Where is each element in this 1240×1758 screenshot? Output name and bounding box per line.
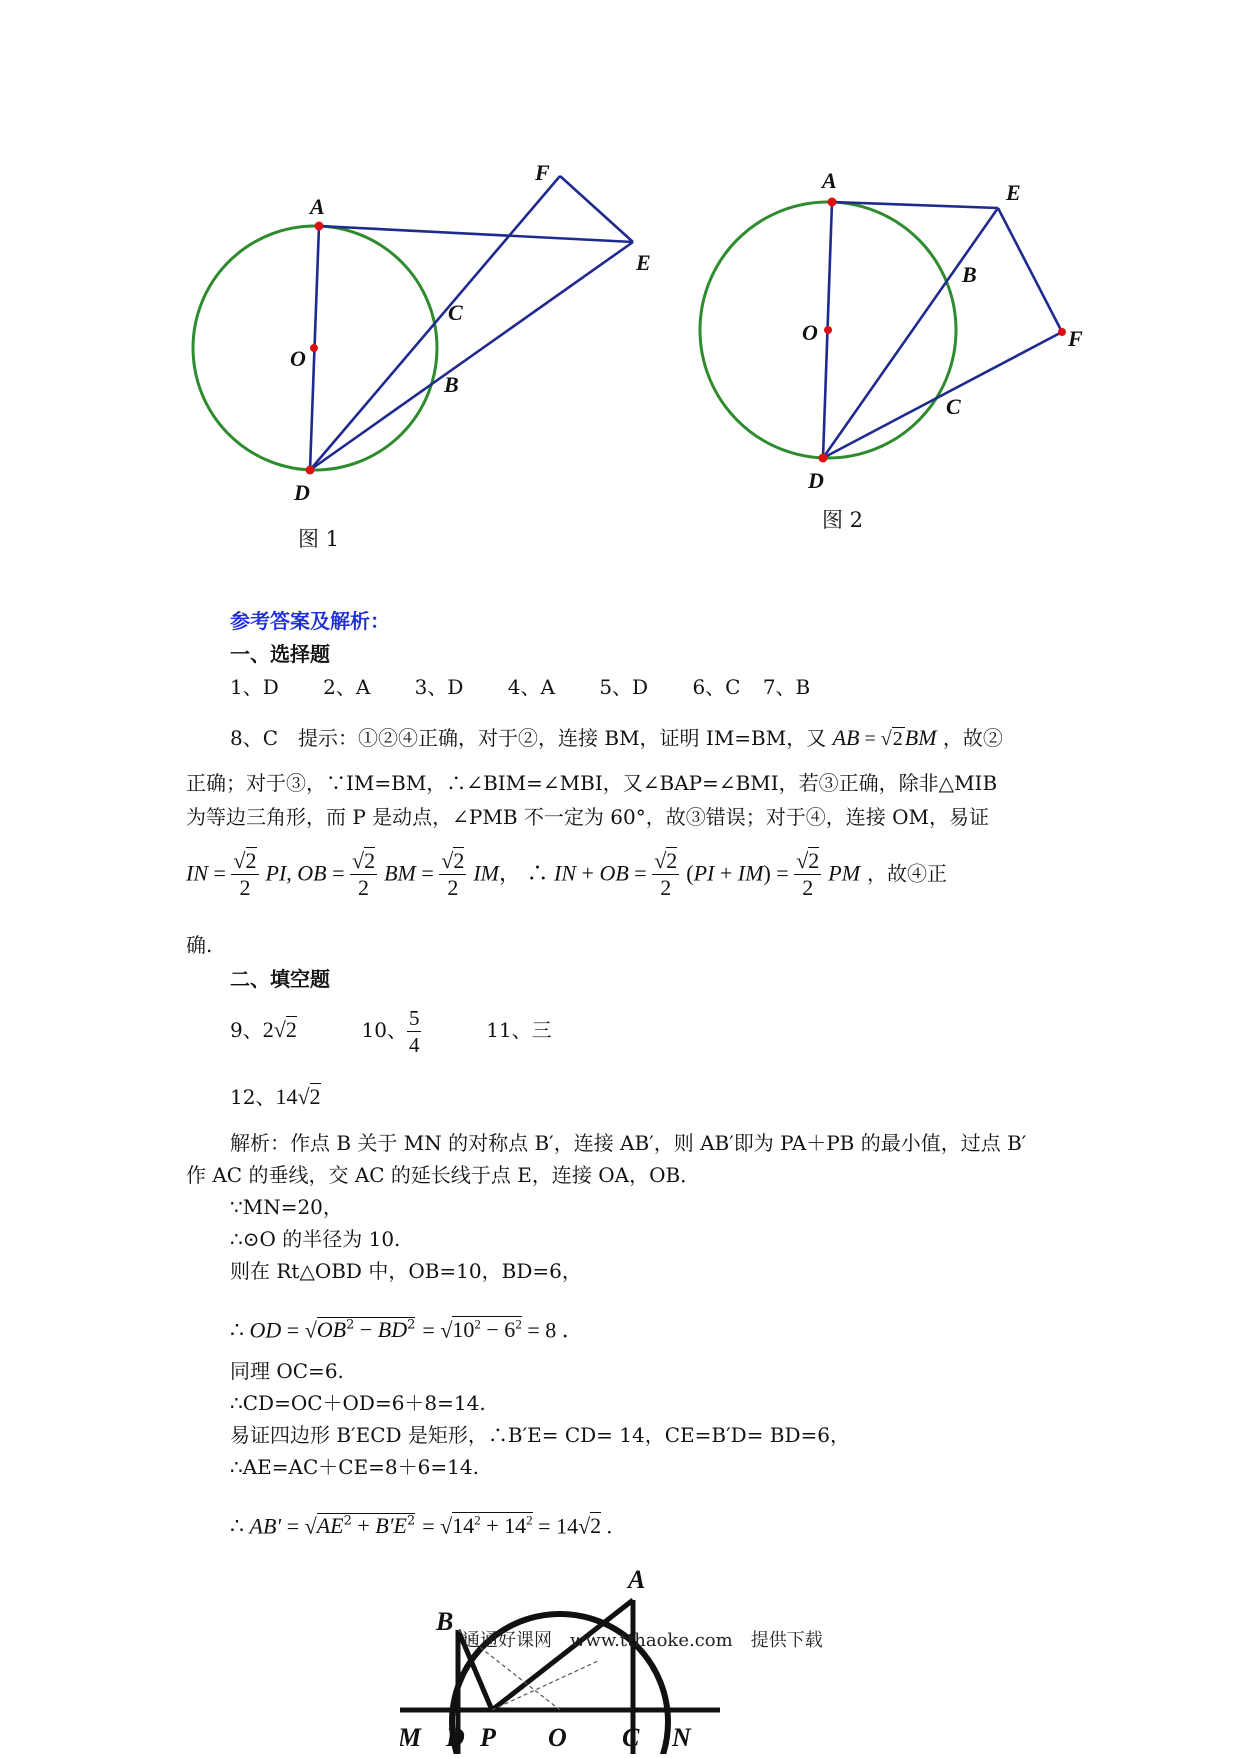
solution-line-3: ∵MN=20， bbox=[230, 1195, 343, 1219]
figure-1 bbox=[180, 160, 660, 524]
choice-4: 4、A bbox=[507, 675, 555, 699]
solution-line-7: 同理 OC=6. bbox=[230, 1359, 344, 1383]
choice-1: 1、D bbox=[230, 675, 279, 699]
figure-2-points bbox=[819, 198, 1067, 463]
label-m: M bbox=[400, 1723, 422, 1752]
q12-line bbox=[230, 1084, 321, 1110]
fill-answers bbox=[230, 1000, 552, 1060]
label-p: P bbox=[480, 1723, 496, 1752]
label-o: O bbox=[548, 1723, 567, 1752]
q9-answer: 2√2 bbox=[262, 1017, 297, 1042]
label-a: A bbox=[310, 194, 325, 219]
label-o: O bbox=[802, 320, 818, 345]
label-c: C bbox=[448, 300, 463, 325]
figure-3 bbox=[400, 1570, 730, 1758]
q10-answer: $\frac{5}{4}$ bbox=[408, 1006, 420, 1057]
figure-2 bbox=[690, 160, 1130, 504]
sqrt-2: √2 bbox=[880, 728, 903, 750]
q8-line-5: 确. bbox=[186, 933, 213, 957]
choice-answers bbox=[230, 674, 810, 700]
choice-2: 2、A bbox=[323, 675, 371, 699]
q8-line-1: 8、C 提示：①②④正确，对于②，连接 BM，证明 IM=BM，又 AB = √2BM ，故② bbox=[230, 725, 1003, 750]
solution-line-2: 作 AC 的垂线，交 AC 的延长线于点 E，连接 OA，OB． bbox=[186, 1163, 701, 1187]
label-c: C bbox=[622, 1723, 640, 1752]
figure-2-diagram bbox=[690, 160, 1130, 500]
choice-3: 3、D bbox=[414, 675, 464, 699]
solution-line-5: 则在 Rt△OBD 中，OB=10，BD=6， bbox=[230, 1259, 582, 1283]
choice-6: 6、C bbox=[692, 675, 741, 699]
label-d: D bbox=[446, 1723, 465, 1752]
figure-2-caption: 图 2 bbox=[822, 508, 864, 532]
solution-line-9: 易证四边形 B′ECD 是矩形，∴B′E= CD= 14，CE=B′D= BD=6， bbox=[230, 1423, 851, 1447]
q8-line-3: 为等边三角形，而 P 是动点，∠PMB 不一定为 60°，故③错误；对于④，连接 OM，易证 bbox=[186, 805, 989, 829]
solution-line-10: ∴AE=AC＋CE=8＋6=14. bbox=[230, 1455, 479, 1479]
label-b: B bbox=[444, 372, 459, 397]
q9-label: 9、 bbox=[230, 1018, 263, 1042]
label-f: F bbox=[1068, 326, 1083, 351]
q12-label: 12、 bbox=[230, 1085, 276, 1109]
section-choice-heading: 一、选择题 bbox=[230, 642, 330, 666]
answers-title: 参考答案及解析： bbox=[230, 609, 390, 633]
q8-text-1-tail: ，故② bbox=[942, 726, 1003, 750]
q8-tail: ，故④正 bbox=[867, 861, 948, 886]
solution-line-1: 解析：作点 B 关于 MN 的对称点 B′，连接 AB′，则 AB′即为 PA＋PB 的最小值，过点 B′ bbox=[230, 1131, 1027, 1155]
solution-formula-od: ∴ OD = $√OB^2 - BD^2 = √10^2 - 6^2 = 8$ ． bbox=[230, 1317, 584, 1343]
q12-answer: 14√2 bbox=[275, 1084, 321, 1109]
label-e: E bbox=[636, 250, 651, 275]
q8-text-1: 8、C 提示：①②④正确，对于②，连接 BM，证明 IM=BM，又 bbox=[230, 726, 827, 750]
choice-7: 7、B bbox=[762, 675, 811, 699]
choice-5: 5、D bbox=[599, 675, 649, 699]
q10-label: 10、 bbox=[361, 1018, 407, 1042]
label-o: O bbox=[290, 346, 306, 371]
figure-3-diagram bbox=[400, 1570, 730, 1754]
q11-answer: 11、三 bbox=[486, 1018, 552, 1042]
label-b: B bbox=[436, 1607, 454, 1636]
q8-line-2: 正确；对于③，∵IM=BM，∴∠BIM=∠MBI，又∠BAP=∠BMI，若③正确，除非△MIB bbox=[186, 771, 998, 795]
figure-1-lines bbox=[310, 176, 633, 470]
section-fill-heading: 二、填空题 bbox=[230, 967, 330, 991]
figure-1-points bbox=[306, 222, 324, 475]
figure-2-lines bbox=[823, 202, 1062, 458]
label-c: C bbox=[946, 394, 961, 419]
figure-1-diagram bbox=[180, 160, 660, 520]
label-d: D bbox=[294, 480, 310, 505]
watermark: 通通好课网 www.tthaoke.com 提供下载 bbox=[462, 1630, 823, 1651]
q8-formula-ab: AB bbox=[832, 725, 860, 750]
q8-formula-line: IN = $\frac{√2}{2}$ PI, OB = $\frac{√2}{2}$ BM = $\frac{√2}{2}$ IM， ∴ IN + OB = $\frac{√2}{2}$ (PI + IM) = $\frac{√2}{2}$ PM ，故④正 bbox=[186, 848, 948, 900]
label-d: D bbox=[808, 468, 824, 493]
solution-line-4: ∴⊙O 的半径为 10. bbox=[230, 1227, 401, 1251]
label-a: A bbox=[822, 168, 837, 193]
label-a: A bbox=[628, 1570, 646, 1594]
solution-line-8: ∴CD=OC＋OD=6＋8=14. bbox=[230, 1391, 486, 1415]
solution-formula-ab: ∴ $AB' = √AE^2 + B'E^2 = √14^2 + 14^2 = 14√2$ . bbox=[230, 1513, 613, 1539]
figure-1-caption: 图 1 bbox=[298, 527, 340, 551]
label-e: E bbox=[1006, 180, 1021, 205]
label-n: N bbox=[672, 1723, 691, 1752]
label-f: F bbox=[535, 160, 550, 185]
label-b: B bbox=[962, 262, 977, 287]
